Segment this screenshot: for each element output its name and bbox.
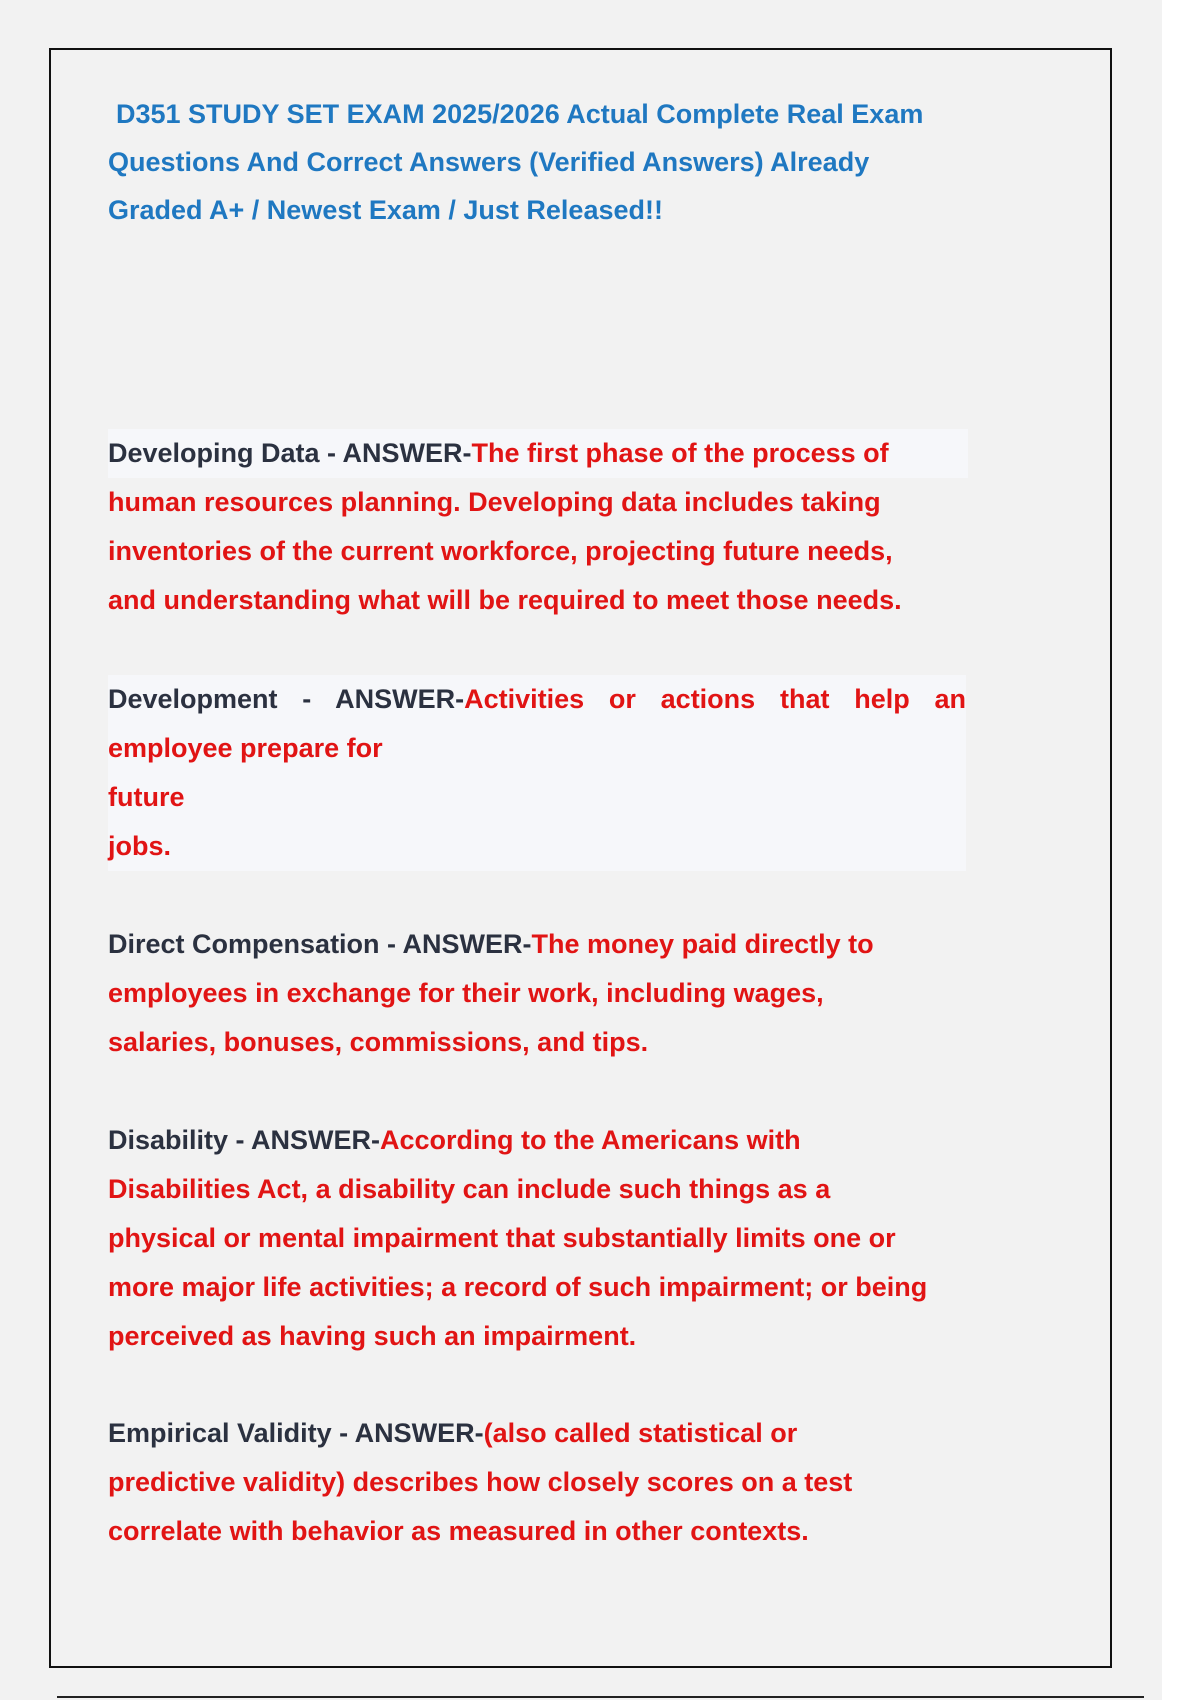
- answer-marker: ANSWER-: [251, 1125, 381, 1155]
- answer-text: inventories of the current workforce, projecting future needs,: [108, 536, 893, 566]
- answer-text: correlate with behavior as measured in other contexts.: [108, 1516, 809, 1546]
- answer-text: The money paid directly to: [531, 929, 874, 959]
- entry-term: Development -: [108, 684, 336, 714]
- answer-text: salaries, bonuses, commissions, and tips.: [108, 1027, 649, 1057]
- answer-text: Activities or actions that help an: [464, 684, 966, 714]
- title-line-3: Graded A+ / Newest Exam / Just Released!!: [108, 195, 663, 225]
- document-title: [108, 90, 968, 234]
- answer-text: future: [108, 782, 185, 812]
- answer-text: (also called statistical or: [483, 1418, 798, 1448]
- entry-direct-compensation: [108, 920, 968, 1067]
- answer-text: predictive validity) describes how closely scores on a test: [108, 1467, 853, 1497]
- entry-term: Direct Compensation -: [108, 929, 403, 959]
- answer-text: employees in exchange for their work, including wages,: [108, 978, 824, 1008]
- entry-developing-data: [108, 429, 968, 625]
- answer-text: perceived as having such an impairment.: [108, 1321, 637, 1351]
- answer-marker: ANSWER-: [335, 684, 465, 714]
- answer-text: human resources planning. Developing data includes taking: [108, 487, 881, 517]
- answer-text: physical or mental impairment that substantially limits one or: [108, 1223, 896, 1253]
- answer-text: jobs.: [108, 831, 172, 861]
- title-line-1: D351 STUDY SET EXAM 2025/2026 Actual Complete Real Exam: [116, 99, 924, 129]
- answer-text: employee prepare for: [108, 733, 383, 763]
- answer-text: more major life activities; a record of such impairment; or being: [108, 1272, 928, 1302]
- next-page-top-rule: [57, 1696, 1144, 1698]
- entry-term: Developing Data -: [108, 438, 343, 468]
- entry-empirical-validity: [108, 1409, 968, 1556]
- entry-development: [108, 675, 966, 871]
- answer-marker: ANSWER-: [342, 438, 472, 468]
- entry-disability: [108, 1116, 968, 1361]
- answer-marker: ANSWER-: [354, 1418, 484, 1448]
- answer-text: The first phase of the process of: [471, 438, 889, 468]
- answer-text: and understanding what will be required to meet those needs.: [108, 585, 902, 615]
- answer-text: According to the Americans with: [380, 1125, 801, 1155]
- entry-term: Empirical Validity -: [108, 1418, 355, 1448]
- answer-text: Disabilities Act, a disability can include such things as a: [108, 1174, 831, 1204]
- answer-marker: ANSWER-: [402, 929, 532, 959]
- entry-term: Disability -: [108, 1125, 252, 1155]
- title-line-2: Questions And Correct Answers (Verified Answers) Already: [108, 147, 870, 177]
- viewer-background-strip: [1162, 0, 1200, 1700]
